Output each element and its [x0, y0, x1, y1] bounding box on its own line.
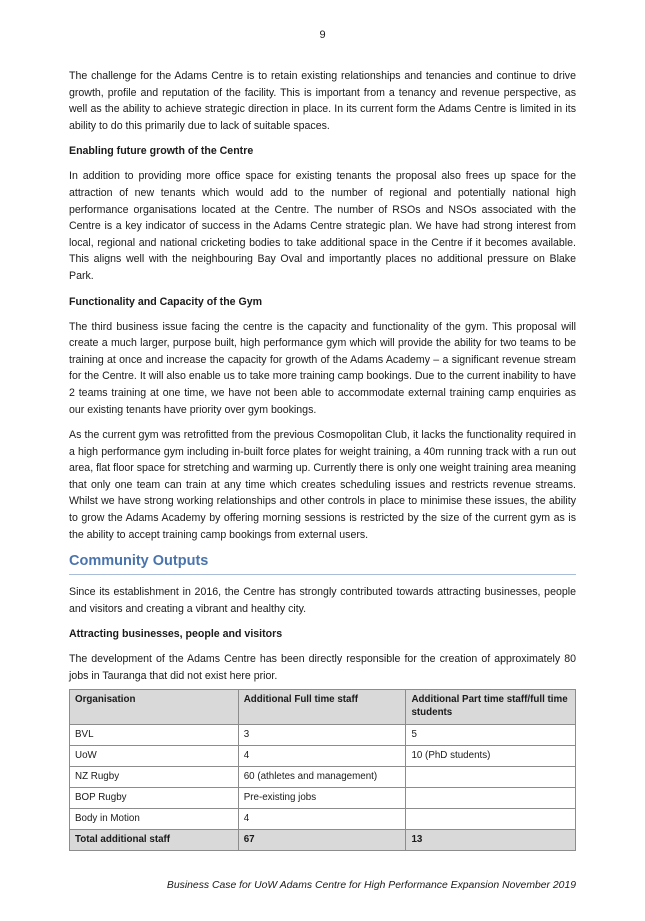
table-cell: BVL: [70, 724, 239, 745]
paragraph-jobs: The development of the Adams Centre has been directly responsible for the creation of approximately 80 jobs in Tauranga that did not exist here prior.: [69, 653, 576, 683]
table-total-label: Total additional staff: [70, 829, 239, 850]
page-content: [69, 68, 576, 851]
paragraph-growth: In addition to providing more office space for existing tenants the proposal also frees up space for the attraction of new tenants which would add to the number of regional and potentially national high performance organisations located at the Centre. The number of RSOs and NSOs associated with the Centre is a key indicator of success in the Adams Centre strategic plan. We have had strong interest from local, regional and national cricketing bodies to take additional space in the Centre if it becomes available. This aligns well with the neighbouring Bay Oval and importantly places no additional pressure on Blake Park.: [69, 170, 576, 282]
table-cell: 3: [238, 724, 406, 745]
section-title-community-outputs: Community Outputs: [69, 552, 576, 575]
table-cell: 60 (athletes and management): [238, 766, 406, 787]
paragraph-gym-issue: The third business issue facing the centre is the capacity and functionality of the gym. This proposal will create a much larger, purpose built, high performance gym which will provide the ability for two teams to be training at once and increase the capacity for growth of the Adams Academy – a significant revenue stream for the Centre. It will also enable us to take more training camp bookings. Due to the current inability to have 2 teams training at one time, we have not been able to accommodate external training camp enquiries as our existing tenants have priority over gym bookings.: [69, 320, 576, 416]
table-total-row: [70, 829, 576, 850]
table-row: [70, 724, 576, 745]
table-header-row: [70, 689, 576, 724]
heading-gym-capacity: Functionality and Capacity of the Gym: [69, 295, 263, 308]
table-cell: Body in Motion: [70, 808, 239, 829]
staff-table: [69, 689, 576, 851]
table-cell: UoW: [70, 745, 239, 766]
table-cell: 5: [406, 724, 576, 745]
table-cell: Pre-existing jobs: [238, 787, 406, 808]
table-cell: [406, 766, 576, 787]
table-cell: 4: [238, 745, 406, 766]
paragraph-community: Since its establishment in 2016, the Centre has strongly contributed towards attracting businesses, people and visitors and creating a vibrant and healthy city.: [69, 586, 576, 615]
table-row: [70, 808, 576, 829]
document-footer: Business Case for UoW Adams Centre for High Performance Expansion November 2019: [166, 880, 576, 891]
table-cell: [406, 808, 576, 829]
table-cell: NZ Rugby: [70, 766, 239, 787]
column-header-full-time: Additional Full time staff: [238, 689, 406, 724]
table-cell: 10 (PhD students): [406, 745, 576, 766]
table-total-part-time: 13: [406, 829, 576, 850]
table-cell: 4: [238, 808, 406, 829]
heading-enabling-growth: Enabling future growth of the Centre: [69, 145, 254, 158]
column-header-part-time: Additional Part time staff/full time students: [406, 689, 576, 724]
table-cell: [406, 787, 576, 808]
table-row: [70, 766, 576, 787]
table-row: [70, 745, 576, 766]
paragraph-adams-challenge: The challenge for the Adams Centre is to retain existing relationships and tenancies and continue to drive growth, profile and reputation of the facility. This is important from a tenancy and revenue perspective, as well as the ability to achieve strategic direction in place. In its current form the Adams Centre is limited in its ability to do this primarily due to lack of suitable spaces.: [69, 70, 576, 132]
heading-attracting: Attracting businesses, people and visitors: [69, 628, 283, 641]
paragraph-gym-retrofit: As the current gym was retrofitted from the previous Cosmopolitan Club, it lacks the functionality required in a high performance gym including in-built force plates for weight training, a 40m running track with a run out area, flat floor space for stretching and warming up. Currently there is only one weight training area meaning that only one team can train at any time which creates scheduling issues and restricts revenue streams. Whilst we have strong working relationships and other controls in place to minimise these issues, the ability to grow the Adams Academy by offering morning sessions is restricted by the size of the current gym as is the ability to accept training camp bookings from external users.: [69, 429, 577, 541]
table-cell: BOP Rugby: [70, 787, 239, 808]
column-header-organisation: Organisation: [70, 689, 239, 724]
page-number: 9: [319, 29, 326, 41]
table-row: [70, 787, 576, 808]
table-total-full-time: 67: [238, 829, 406, 850]
